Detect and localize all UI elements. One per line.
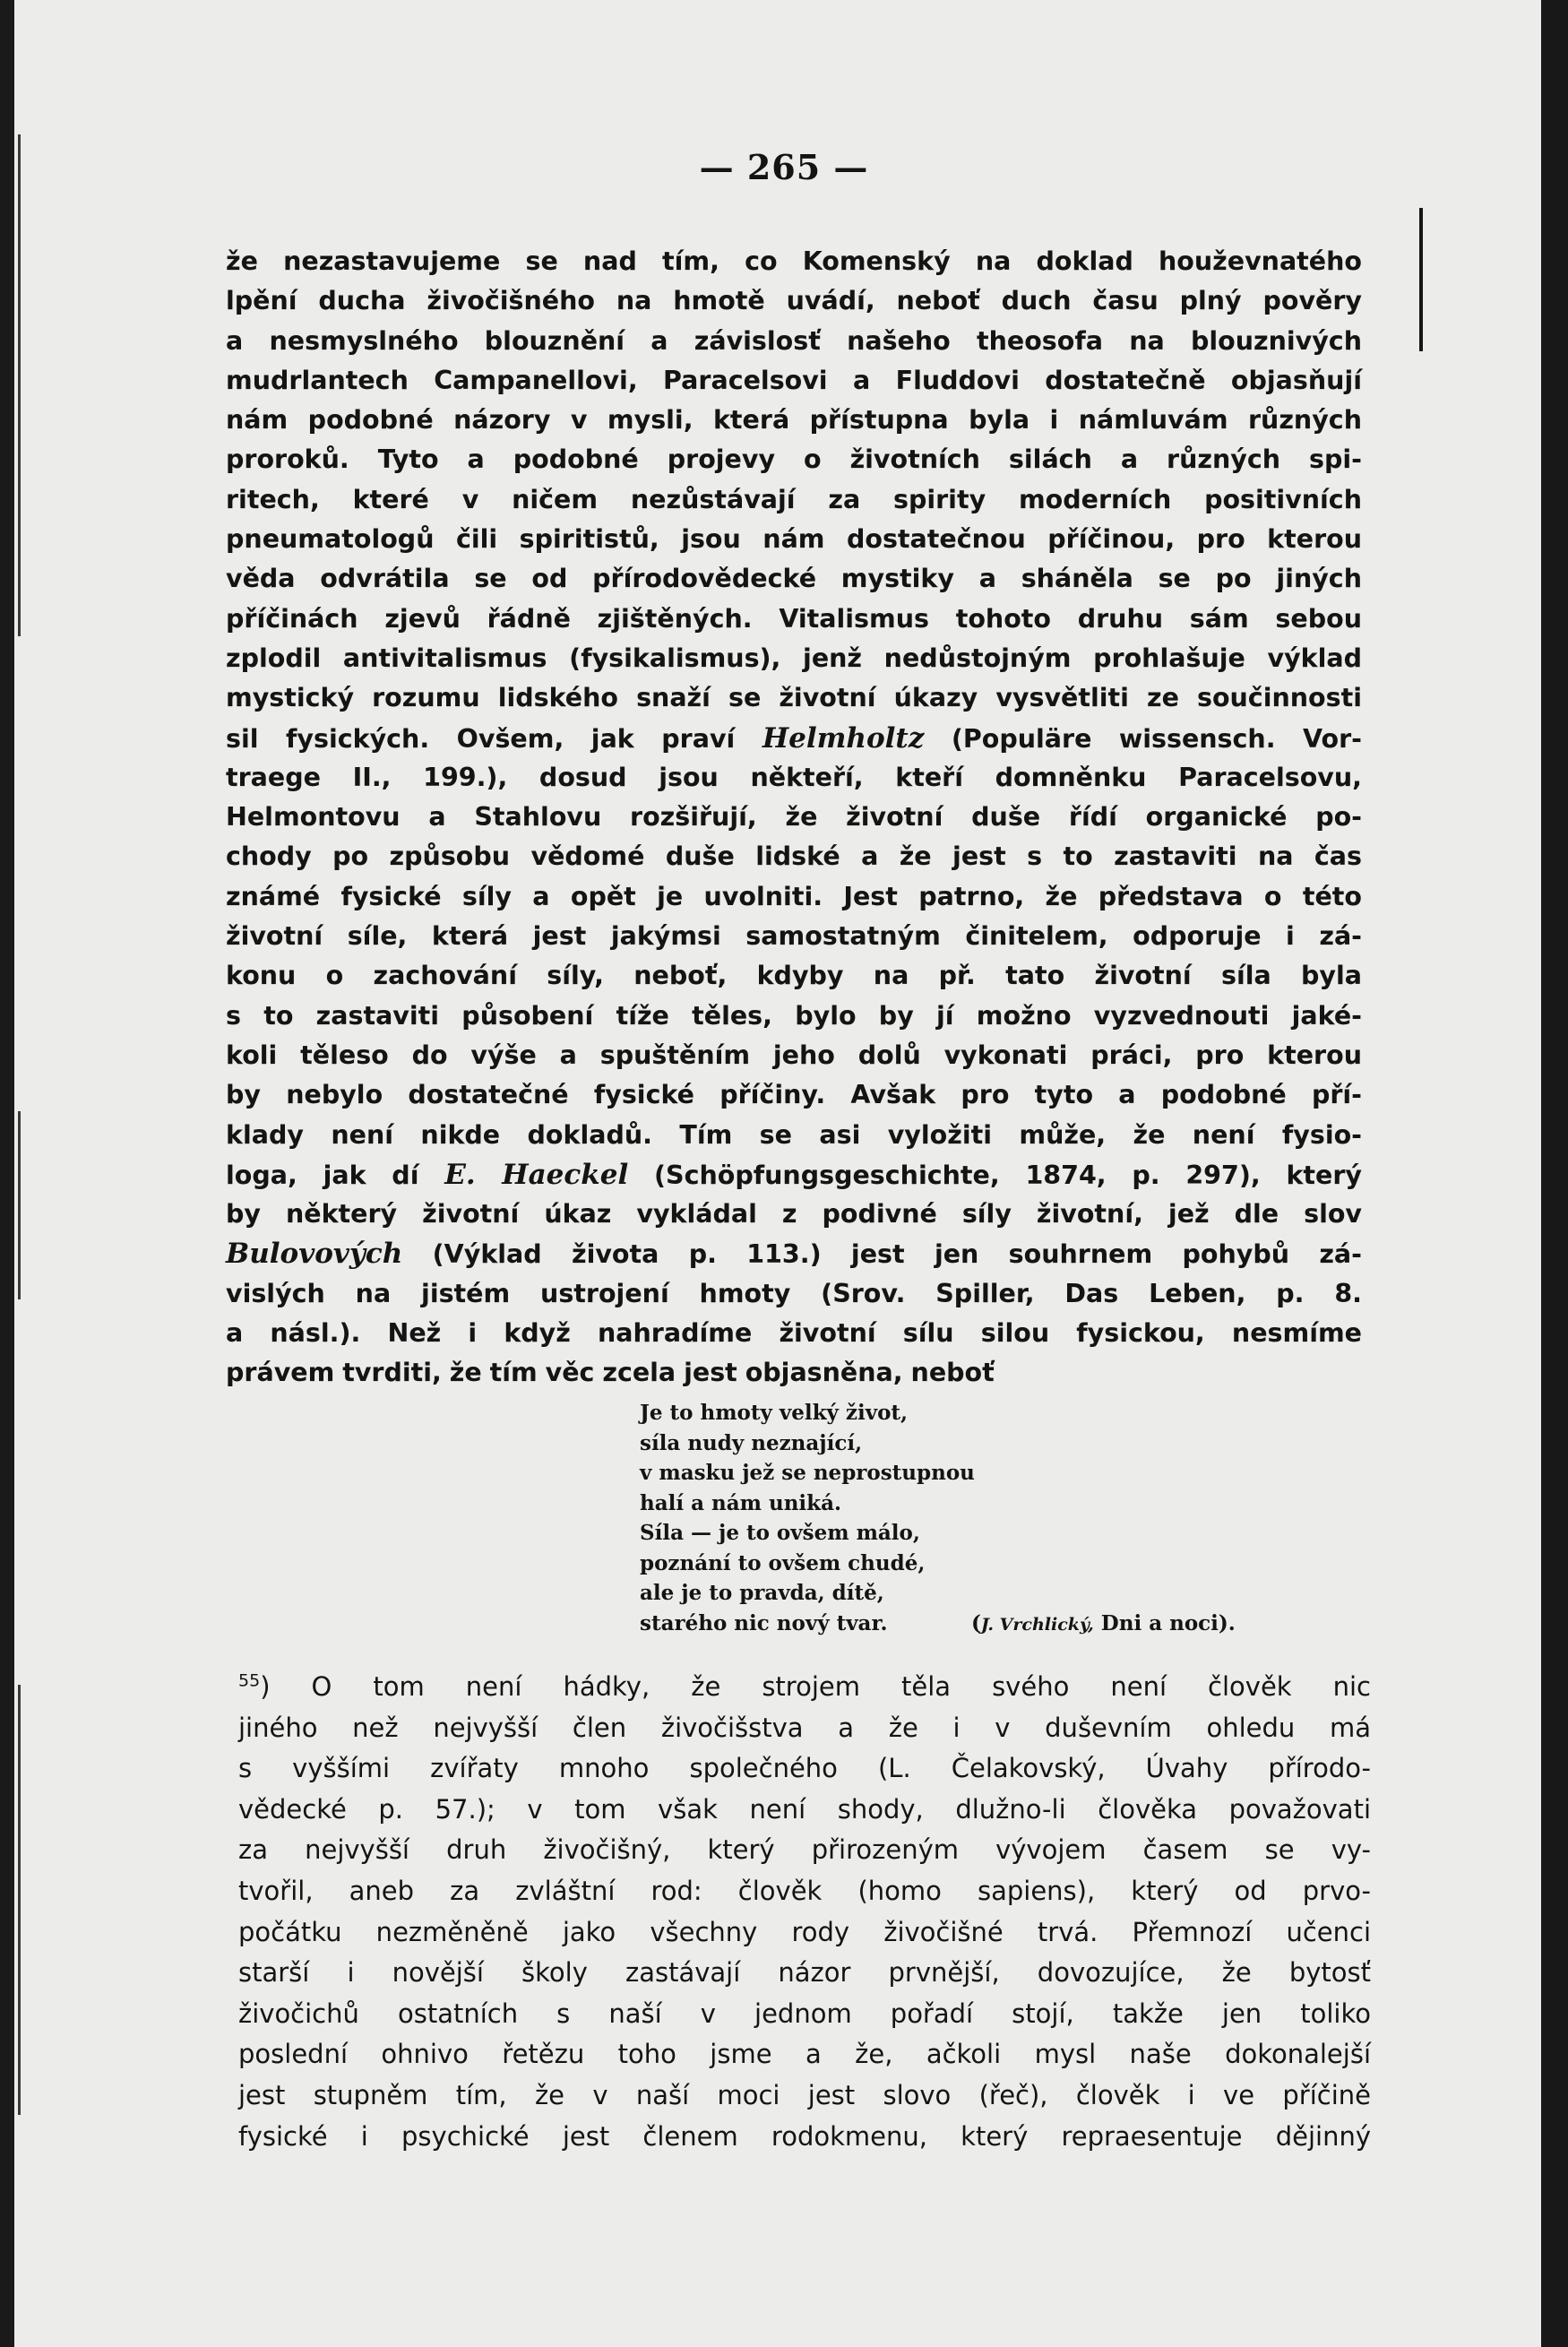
text-line: ritech, které v ničem nezůstávají za spirity moderních positivních bbox=[226, 484, 1362, 514]
text-line: traege II., 199.), dosud jsou někteří, kteří domněnku Paracelsovu, bbox=[226, 762, 1362, 792]
text-line: lpění ducha živočišného na hmotě uvádí, neboť duch času plný pověry bbox=[226, 286, 1362, 316]
text-line bbox=[226, 1234, 1362, 1273]
poem-line: Je to hmoty velký život, bbox=[640, 1401, 909, 1425]
poem-line: starého nic nový tvar. bbox=[640, 1610, 888, 1635]
text-line: klady není nikde dokladů. Tím se asi vyložiti může, že není fysio- bbox=[226, 1119, 1362, 1150]
scan-edge-line bbox=[18, 1685, 21, 2115]
text-line bbox=[226, 1155, 1362, 1195]
attribution-source: Dni a noci). bbox=[1093, 1611, 1236, 1635]
footnote-line: fysické i psychické jest členem rodokmenu, který repraesentuje dějinný bbox=[238, 2120, 1371, 2152]
scan-edge-line bbox=[18, 1111, 21, 1299]
footnote-line: tvořil, aneb za zvláštní rod: člověk (homo sapiens), který od prvo- bbox=[238, 1875, 1371, 1906]
text-line: pneumatologů čili spiritistů, jsou nám dostatečnou příčinou, pro kterou bbox=[226, 524, 1362, 555]
text-line: mystický rozumu lidského snaží se životní úkazy vysvětliti ze součinnosti bbox=[226, 683, 1362, 713]
text-line: právem tvrditi, že tím věc zcela jest objasněna, neboť bbox=[226, 1358, 995, 1388]
text-segment: ) O tom není hádky, že strojem těla svého není člověk nic bbox=[260, 1671, 1371, 1702]
text-line: by některý životní úkaz vykládal z podivné síly životní, jež dle slov bbox=[226, 1199, 1362, 1230]
footnote-line: jiného než nejvyšší člen živočišstva a že i v duševním ohledu má bbox=[238, 1712, 1371, 1743]
poem-line: Síla — je to ovšem málo, bbox=[640, 1521, 920, 1545]
poem-line: síla nudy neznající, bbox=[640, 1430, 863, 1455]
author-haeckel: E. Haeckel bbox=[444, 1158, 629, 1191]
footnote-mark: 55 bbox=[238, 1670, 261, 1691]
text-line: zplodil antivitalismus (fysikalismus), jenž nedůstojným prohlašuje výklad bbox=[226, 643, 1362, 673]
text-line: a násl.). Než i když nahradíme životní sílu silou fysickou, nesmíme bbox=[226, 1318, 1362, 1349]
text-line: a nesmyslného blouznění a závislosť našeho theosofa na blouznivých bbox=[226, 325, 1362, 356]
text-line: proroků. Tyto a podobné projevy o životních silách a různých spi- bbox=[226, 444, 1362, 475]
poem-line: v masku jež se neprostupnou bbox=[640, 1461, 975, 1485]
text-segment: sil fysických. Ovšem, jak praví bbox=[226, 723, 762, 754]
text-line: s to zastaviti působení tíže těles, bylo by jí možno vyzvednouti jaké- bbox=[226, 1000, 1362, 1031]
main-paragraph bbox=[226, 242, 1362, 1394]
footnote-line: vědecké p. 57.); v tom však není shody, dlužno-li člověka považovati bbox=[238, 1793, 1371, 1825]
footnote-line: s vyššími zvířaty mnoho společného (L. Čelakovský, Úvahy přírodo- bbox=[238, 1753, 1371, 1784]
text-line: nám podobné názory v mysli, která přístupna byla i námluvám různých bbox=[226, 405, 1362, 436]
footnote-line bbox=[238, 1667, 1371, 1708]
footnote bbox=[238, 1667, 1371, 2157]
poem-quote bbox=[640, 1398, 1303, 1638]
text-segment: (Schöpfungsgeschichte, 1874, p. 297), který bbox=[628, 1160, 1362, 1190]
scan-edge-line bbox=[18, 134, 21, 636]
margin-mark bbox=[1419, 208, 1423, 351]
text-line: by nebylo dostatečné fysické příčiny. Avšak pro tyto a podobné pří- bbox=[226, 1080, 1362, 1110]
text-line: že nezastavujeme se nad tím, co Komenský na doklad houževnatého bbox=[226, 246, 1362, 276]
footnote-line: za nejvyšší druh živočišný, který přirozeným vývojem časem se vy- bbox=[238, 1834, 1371, 1866]
text-line: konu o zachování síly, neboť, kdyby na př. tato životní síla byla bbox=[226, 961, 1362, 991]
text-line: chody po způsobu vědomé duše lidské a že jest s to zastaviti na čas bbox=[226, 841, 1362, 872]
text-line: vislých na jistém ustrojení hmoty (Srov. Spiller, Das Leben, p. 8. bbox=[226, 1278, 1362, 1308]
text-line: příčinách zjevů řádně zjištěných. Vitalismus tohoto druhu sám sebou bbox=[226, 603, 1362, 634]
scan-right-edge bbox=[1541, 0, 1568, 2347]
author-helmholtz: Helmholtz bbox=[762, 721, 925, 755]
text-line: Helmontovu a Stahlovu rozšiřují, že životní duše řídí organické po- bbox=[226, 802, 1362, 833]
poem-line: halí a nám uniká. bbox=[640, 1490, 842, 1515]
text-line: známé fysické síly a opět je uvolniti. Jest patrno, že představa o této bbox=[226, 881, 1362, 911]
footnote-line: počátku nezměněně jako všechny rody živočišné trvá. Přemnozí učenci bbox=[238, 1916, 1371, 1947]
text-line: mudrlantech Campanellovi, Paracelsovi a Fluddovi dostatečně objasňují bbox=[226, 365, 1362, 395]
text-line: životní síle, která jest jakýmsi samostatným činitelem, odporuje i zá- bbox=[226, 921, 1362, 952]
text-line: koli těleso do výše a spuštěním jeho dolů vykonati práci, pro kterou bbox=[226, 1040, 1362, 1070]
footnote-line: jest stupněm tím, že v naší moci jest slovo (řeč), člověk i ve příčině bbox=[238, 2079, 1371, 2110]
attribution-paren: ( bbox=[971, 1611, 981, 1635]
footnote-line: starší i novější školy zastávají názor prvnější, dovozujíce, že bytosť bbox=[238, 1957, 1371, 1989]
page-number: — 265 — bbox=[699, 147, 869, 187]
text-segment: (Výklad života p. 113.) jest jen souhrnem pohybů zá- bbox=[402, 1239, 1362, 1270]
text-line: věda odvrátila se od přírodovědecké mystiky a sháněla se po jiných bbox=[226, 564, 1362, 594]
footnote-line: živočichů ostatních s naší v jednom pořadí stojí, takže jen toliko bbox=[238, 1998, 1371, 2029]
poem-line: ale je to pravda, dítě, bbox=[640, 1581, 884, 1605]
poem-line: poznání to ovšem chudé, bbox=[640, 1550, 926, 1575]
poem-attribution bbox=[971, 1611, 1236, 1635]
text-segment: loga, jak dí bbox=[226, 1160, 445, 1190]
text-segment: (Populäre wissensch. Vor- bbox=[924, 723, 1363, 754]
text-line bbox=[226, 719, 1362, 758]
author-bulova: Bulovových bbox=[226, 1238, 403, 1271]
attribution-author: J. Vrchlický, bbox=[980, 1615, 1094, 1635]
footnote-line: poslední ohnivo řetězu toho jsme a že, ačkoli mysl naše dokonalejší bbox=[238, 2039, 1371, 2070]
scan-left-edge bbox=[0, 0, 14, 2347]
